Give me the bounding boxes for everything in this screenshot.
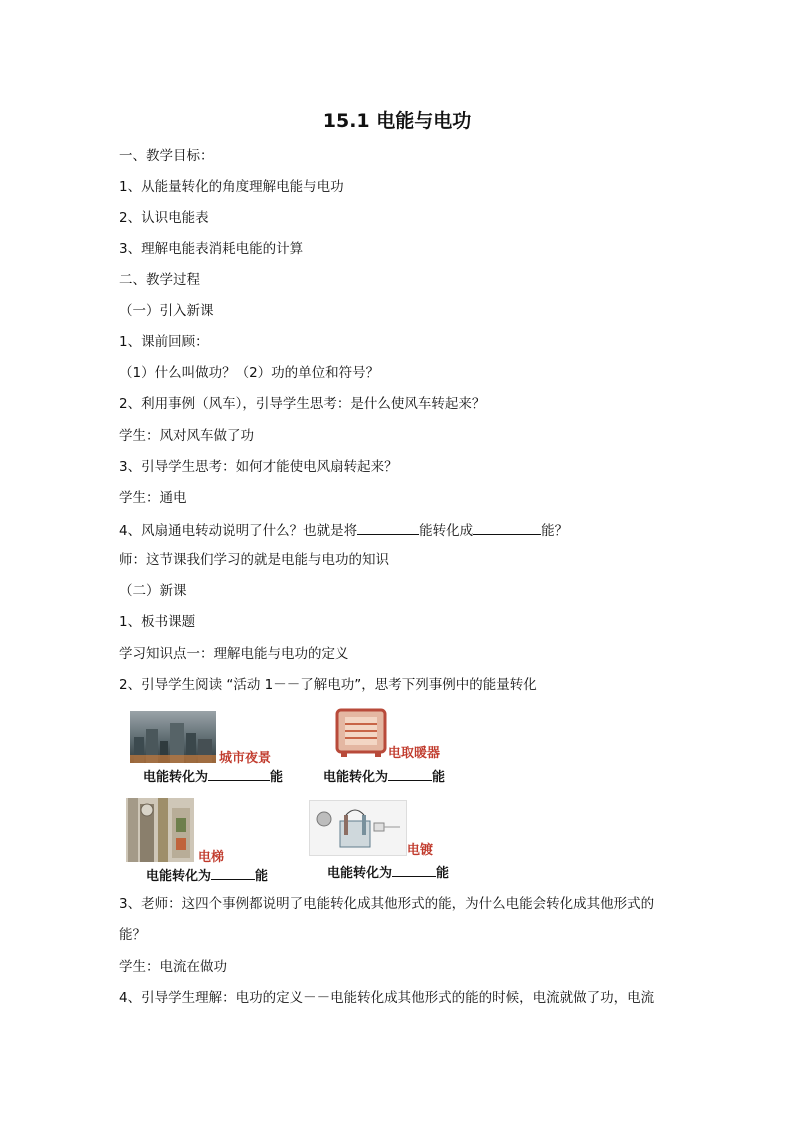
- answer-blank[interactable]: [357, 520, 419, 535]
- answer-blank[interactable]: [392, 864, 436, 877]
- text-line: 学生：通电: [119, 490, 187, 506]
- text-line: 2、利用事例（风车），引导学生思考：是什么使风车转起来？: [119, 396, 486, 412]
- figure-caption: 电能转化为 能: [146, 869, 269, 884]
- electric-heater-image: [333, 706, 389, 758]
- page-title: 15.1 电能与电功: [322, 110, 472, 132]
- elevator-image: [126, 798, 194, 862]
- text-line: 3、引导学生思考：如何才能使电风扇转起来？: [119, 459, 398, 475]
- section-heading: 二、教学过程: [119, 272, 200, 288]
- subsection-heading: （一）引入新课: [119, 303, 214, 319]
- question-fill-blank: [119, 520, 568, 540]
- answer-blank[interactable]: [211, 867, 255, 880]
- answer-blank[interactable]: [388, 768, 432, 781]
- figure-caption: 电能转化为 能: [323, 770, 446, 785]
- figure-caption: 电能转化为 能: [143, 770, 284, 785]
- text-line: 学生：风对风车做了功: [119, 428, 254, 444]
- answer-blank[interactable]: [473, 520, 541, 535]
- text-line: 2、认识电能表: [119, 210, 209, 226]
- text-line: 能？: [119, 927, 146, 943]
- city-night-image: [130, 711, 216, 763]
- question-text: 能？: [541, 523, 569, 539]
- figure-tag: 电梯: [198, 850, 225, 865]
- subsection-heading: （二）新课: [119, 583, 187, 599]
- text-line: 1、课前回顾：: [119, 334, 209, 350]
- answer-blank[interactable]: [208, 768, 270, 781]
- figure-tag: 电取暖器: [388, 746, 441, 761]
- text-line: 学生：电流在做功: [119, 959, 227, 975]
- text-line: 4、引导学生理解：电功的定义－－电能转化成其他形式的能的时候，电流就做了功，电流: [119, 990, 655, 1006]
- text-line: 学习知识点一：理解电能与电功的定义: [119, 646, 349, 662]
- text-line: 1、板书课题: [119, 614, 196, 630]
- text-line: 1、从能量转化的角度理解电能与电功: [119, 179, 344, 195]
- text-line: （1）什么叫做功？（2）功的单位和符号？: [119, 365, 380, 381]
- figure-tag: 电镀: [407, 843, 434, 858]
- section-heading: 一、教学目标：: [119, 148, 214, 164]
- electroplating-image: [309, 800, 407, 856]
- text-line: 3、理解电能表消耗电能的计算: [119, 241, 304, 257]
- text-line: 师：这节课我们学习的就是电能与电功的知识: [119, 552, 389, 568]
- question-text: 4、风扇通电转动说明了什么？也就是将: [119, 523, 358, 539]
- figure-caption: 电能转化为 能: [327, 866, 450, 881]
- text-line: 3、老师：这四个事例都说明了电能转化成其他形式的能，为什么电能会转化成其他形式的: [119, 896, 655, 912]
- question-text: 能转化成: [419, 523, 474, 539]
- figure-tag: 城市夜景: [219, 751, 272, 766]
- text-line: 2、引导学生阅读 “活动 1－－了解电功”，思考下列事例中的能量转化: [119, 677, 537, 693]
